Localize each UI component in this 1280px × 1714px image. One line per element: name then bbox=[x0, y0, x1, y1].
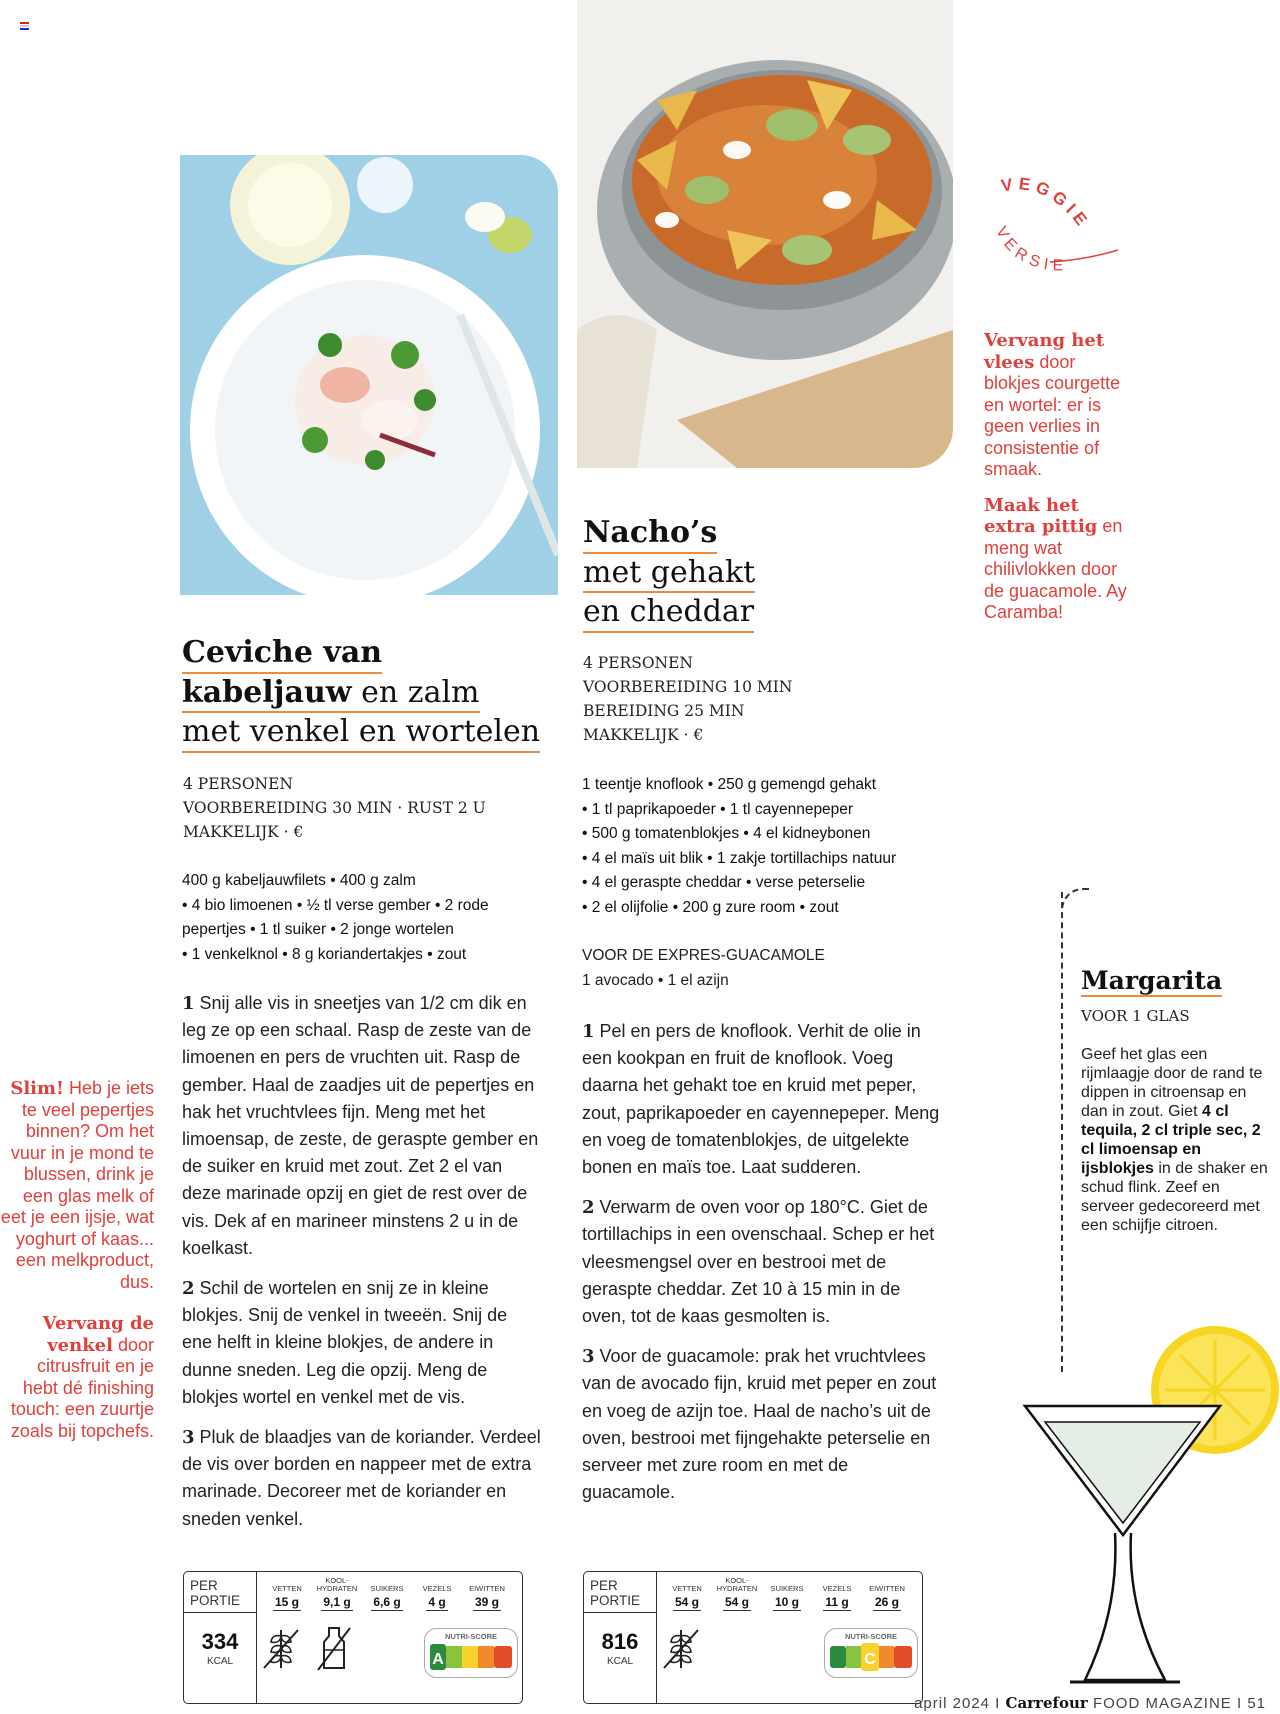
nutrient-fiber: VEZELS 4 g bbox=[422, 1584, 452, 1609]
dashed-divider bbox=[1061, 892, 1063, 1372]
nutriscore-c-icon bbox=[824, 1628, 918, 1678]
guacamole-heading: VOOR DE EXPRES-GUACAMOLE bbox=[582, 947, 825, 964]
nutrient-carbs: KOOL-HYDRATEN 54 g bbox=[716, 1576, 758, 1609]
svg-text:VERSIE bbox=[992, 224, 1068, 275]
ceviche-meta: 4 PERSONEN VOORBEREIDING 30 MIN · RUST 2 U MAKKELIJK · € bbox=[183, 775, 486, 841]
tip: Maak het extra pittig en meng wat chilivlokken door de guacamole. Ay Caramba! bbox=[984, 494, 1127, 622]
flag-icon bbox=[20, 22, 29, 30]
step: 3 Voor de guacamole: prak het vruchtvlees van de avocado fijn, kruid met peper en zout en voeg de azijn toe. Haal de nacho’s uit de oven, bestrooi met fijngehakte peterselie en serveer met zure room en met de guacamole. bbox=[582, 1346, 937, 1503]
nachos-photo bbox=[577, 0, 953, 468]
ceviche-title: Ceviche van kabeljauw en zalm met venkel en wortelen bbox=[182, 636, 540, 755]
nutrient-values bbox=[662, 1576, 912, 1611]
nutriscore-grade: C bbox=[864, 1651, 876, 1668]
ceviche-steps bbox=[182, 990, 542, 1546]
nachos-title: Nacho’s met gehakt en cheddar bbox=[583, 516, 755, 635]
nutriscore-grade: A bbox=[432, 1651, 444, 1668]
kcal-value: 334 bbox=[201, 1629, 239, 1654]
nutriscore-label: NUTRI-SCORE bbox=[844, 1632, 898, 1641]
ceviche-ingredients: 400 g kabeljauwfilets • 400 g zalm • 4 bio limoenen • ½ tl verse gember • 2 rode pepertjes • 1 tl suiker • 2 jonge wortelen • 1 venkelknol • 8 g koriandertakjes • zout bbox=[182, 872, 489, 963]
nachos-ingredients: 1 teentje knoflook • 250 g gemengd gehakt • 1 tl paprikapoeder • 1 tl cayennepeper • 500 g tomatenblokjes • 4 el kidneybonen • 4 el maïs uit blik • 1 zakje tortillachips natuur • 4 el geraspte cheddar • verse peterselie • 2 el olijfolie • 200 g zure room • zout bbox=[582, 776, 897, 916]
lactose-free-icon bbox=[314, 1624, 354, 1672]
nachos-nutrition-panel bbox=[583, 1571, 923, 1704]
nutrient-protein: EIWITTEN 26 g bbox=[869, 1584, 905, 1609]
ceviche-photo bbox=[180, 155, 558, 595]
nachos-meta: 4 PERSONEN VOORBEREIDING 10 MIN BEREIDING 25 MIN MAKKELIJK · € bbox=[583, 654, 793, 744]
gluten-free-icon bbox=[658, 1624, 704, 1672]
nutrient-protein: EIWITTEN 39 g bbox=[469, 1584, 505, 1609]
veggie-badge-top: VEGGIE bbox=[999, 174, 1094, 233]
margarita-title: Margarita bbox=[1081, 966, 1223, 995]
page-number: 51 bbox=[1247, 1695, 1266, 1712]
step: 3 Pluk de blaadjes van de koriander. Verdeel de vis over borden en nappeer met de extra marinade. Decoreer met de koriander en sneden venkel. bbox=[182, 1427, 541, 1529]
dashed-divider-curve bbox=[1061, 888, 1091, 910]
tip: Vervang de venkel door citrusfruit en je hebt dé finishing touch: een zuurtje zoals bij topchefs. bbox=[10, 1313, 154, 1441]
nutrient-fiber: VEZELS 11 g bbox=[822, 1584, 852, 1609]
margarita-glass-illustration bbox=[1015, 1310, 1280, 1690]
step: 1 Pel en pers de knoflook. Verhit de olie in een kookpan en fruit de knoflook. Voeg daarna het gehakt toe en kruid met peper, zout, paprikapoeder en cayennepeper. Meng en voeg de tomatenblokjes, de uitgelekte bonen en maïs toe. Laat sudderen. bbox=[582, 1021, 940, 1178]
ceviche-tips bbox=[0, 1078, 154, 1462]
svg-text:VEGGIE bbox=[1000, 174, 1094, 233]
kcal-value: 816 bbox=[601, 1629, 639, 1654]
nutrient-values bbox=[262, 1576, 512, 1611]
per-portion-label: PER PORTIE bbox=[590, 1578, 641, 1608]
nutriscore-label: NUTRI-SCORE bbox=[444, 1632, 498, 1641]
nutrient-carbs: KOOL-HYDRATEN 9,1 g bbox=[316, 1576, 358, 1609]
step: 1 Snij alle vis in sneetjes van 1/2 cm dik en leg ze op een schaal. Rasp de zeste van de limoenen en pers de vruchten uit. Rasp de gember. Haal de zaadjes uit de pepertjes en hak het vruchtvlees fijn. Meng met het limoensap, de zeste, de geraspte gember en de suiker en kruid met zout. Zet 2 el van deze marinade opzij en giet de rest over de vis. Dek af en marineer minstens 2 u in de koelkast. bbox=[182, 993, 539, 1258]
page-footer: april 2024 I Carrefour FOOD MAGAZINE I 51 bbox=[914, 1694, 1266, 1712]
nutrient-sugar: SUIKERS 10 g bbox=[770, 1584, 804, 1609]
gluten-free-icon bbox=[258, 1624, 304, 1672]
kcal-unit: KCAL bbox=[206, 1656, 234, 1667]
nutriscore-a-icon bbox=[424, 1628, 518, 1678]
veggie-badge bbox=[990, 170, 1120, 290]
guacamole-ingredients: 1 avocado • 1 el azijn bbox=[582, 972, 729, 989]
step: 2 Verwarm de oven voor op 180°C. Giet de tortillachips in een ovenschaal. Schep er het vleesmengsel over en bestrooi met de geraspte cheddar. Zet 10 à 15 min in de oven, tot de kaas gesmolten is. bbox=[582, 1197, 935, 1327]
veggie-tips bbox=[984, 330, 1134, 638]
margarita-instructions: Geef het glas een rijmlaagje door de rand te dippen in citroensap en dan in zout. Giet 4 cl tequila, 2 cl triple sec, 2 cl limoensap en ijsblokjes in de shaker en schud flink. Zeef en serveer gedecoreerd met een schijfje citroen. bbox=[1081, 1046, 1268, 1234]
margarita-meta: VOOR 1 GLAS bbox=[1081, 1007, 1190, 1025]
ceviche-nutrition-panel bbox=[183, 1571, 523, 1704]
nutrient-fat: VETTEN 54 g bbox=[672, 1584, 702, 1609]
nutrient-sugar: SUIKERS 6,6 g bbox=[370, 1584, 404, 1609]
nutrient-fat: VETTEN 15 g bbox=[272, 1584, 302, 1609]
per-portion-label: PER PORTIE bbox=[190, 1578, 241, 1608]
tip: Vervang het vlees door blokjes courgette en wortel: er is geen verlies in consistentie of smaak. bbox=[984, 330, 1121, 479]
veggie-badge-bottom: VERSIE bbox=[992, 224, 1069, 275]
step: 2 Schil de wortelen en snij ze in kleine blokjes. Snij de venkel in tweeën. Snij de ene helft in kleine blokjes, de andere in dunne sneden. Leg die opzij. Meng de blokjes wortel en venkel met de vis. bbox=[182, 1278, 508, 1407]
nachos-steps bbox=[582, 1018, 942, 1519]
kcal-unit: KCAL bbox=[606, 1656, 634, 1667]
tip: Slim! Heb je iets te veel pepertjes binnen? Om het vuur in je mond te blussen, drink je een glas melk of eet je een ijsje, wat yoghurt of kaas... een melkproduct, dus. bbox=[0, 1078, 154, 1292]
